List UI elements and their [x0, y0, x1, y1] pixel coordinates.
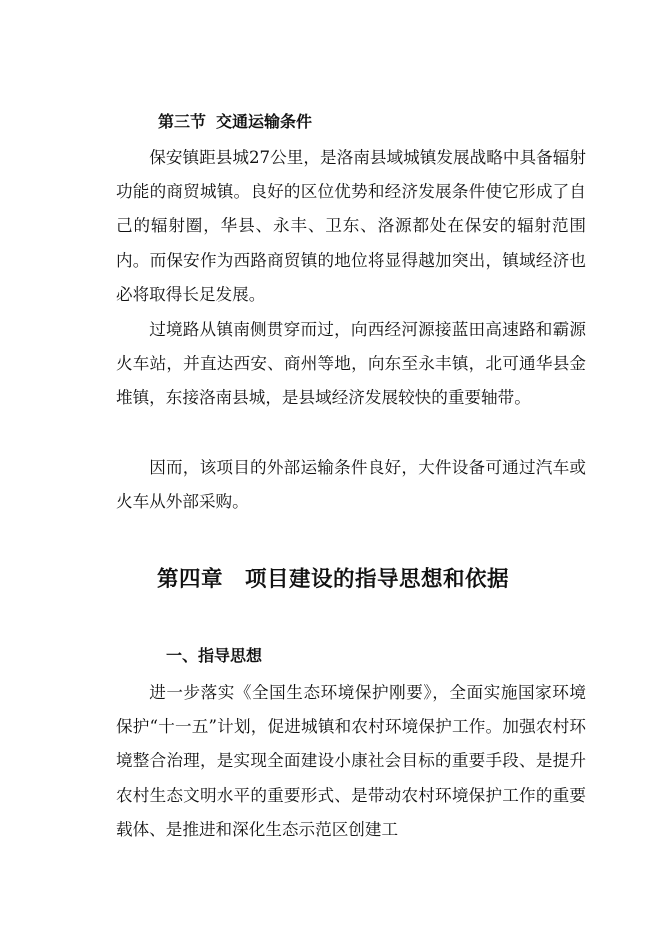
- section-title: 交通运输条件: [216, 112, 313, 131]
- chapter-title: 项目建设的指导思想和依据: [245, 567, 510, 592]
- body-paragraph: 过境路从镇南侧贯穿而过，向西经河源接蓝田高速路和霸源火车站，并直达西安、商州等地，向东至永丰镇，北可通华县金堆镇，东接洛南县城，是县域经济发展较快的重要轴带。: [116, 320, 586, 408]
- chapter-heading: [157, 565, 509, 595]
- body-paragraph: 进一步落实《全国生态环境保护刚要》，全面实施国家环境保护“十一五”计划，促进城镇和农村环境保护工作。加强农村环境整合治理，是实现全面建设小康社会目标的重要手段、是提升农村生态文明水平的重要形式、是带动农村环境保护工作的重要载体、是推进和深化生态示范区创建工: [116, 683, 586, 839]
- section-heading: [158, 111, 312, 133]
- body-paragraph: 因而，该项目的外部运输条件良好，大件设备可通过汽车或火车从外部采购。: [116, 458, 586, 512]
- section-number: 第三节: [158, 112, 207, 131]
- subsection-heading: 一、指导思想: [166, 646, 263, 665]
- chapter-number: 第四章: [157, 567, 224, 592]
- body-paragraph: 保安镇距县城27公里，是洛南县域城镇发展战略中具备辐射功能的商贸城镇。良好的区位优势和经济发展条件使它形成了自己的辐射圈，华县、永丰、卫东、洛源都处在保安的辐射范围内。而保安作为西路商贸镇的地位将显得越加突出，镇域经济也必将取得长足发展。: [116, 148, 586, 304]
